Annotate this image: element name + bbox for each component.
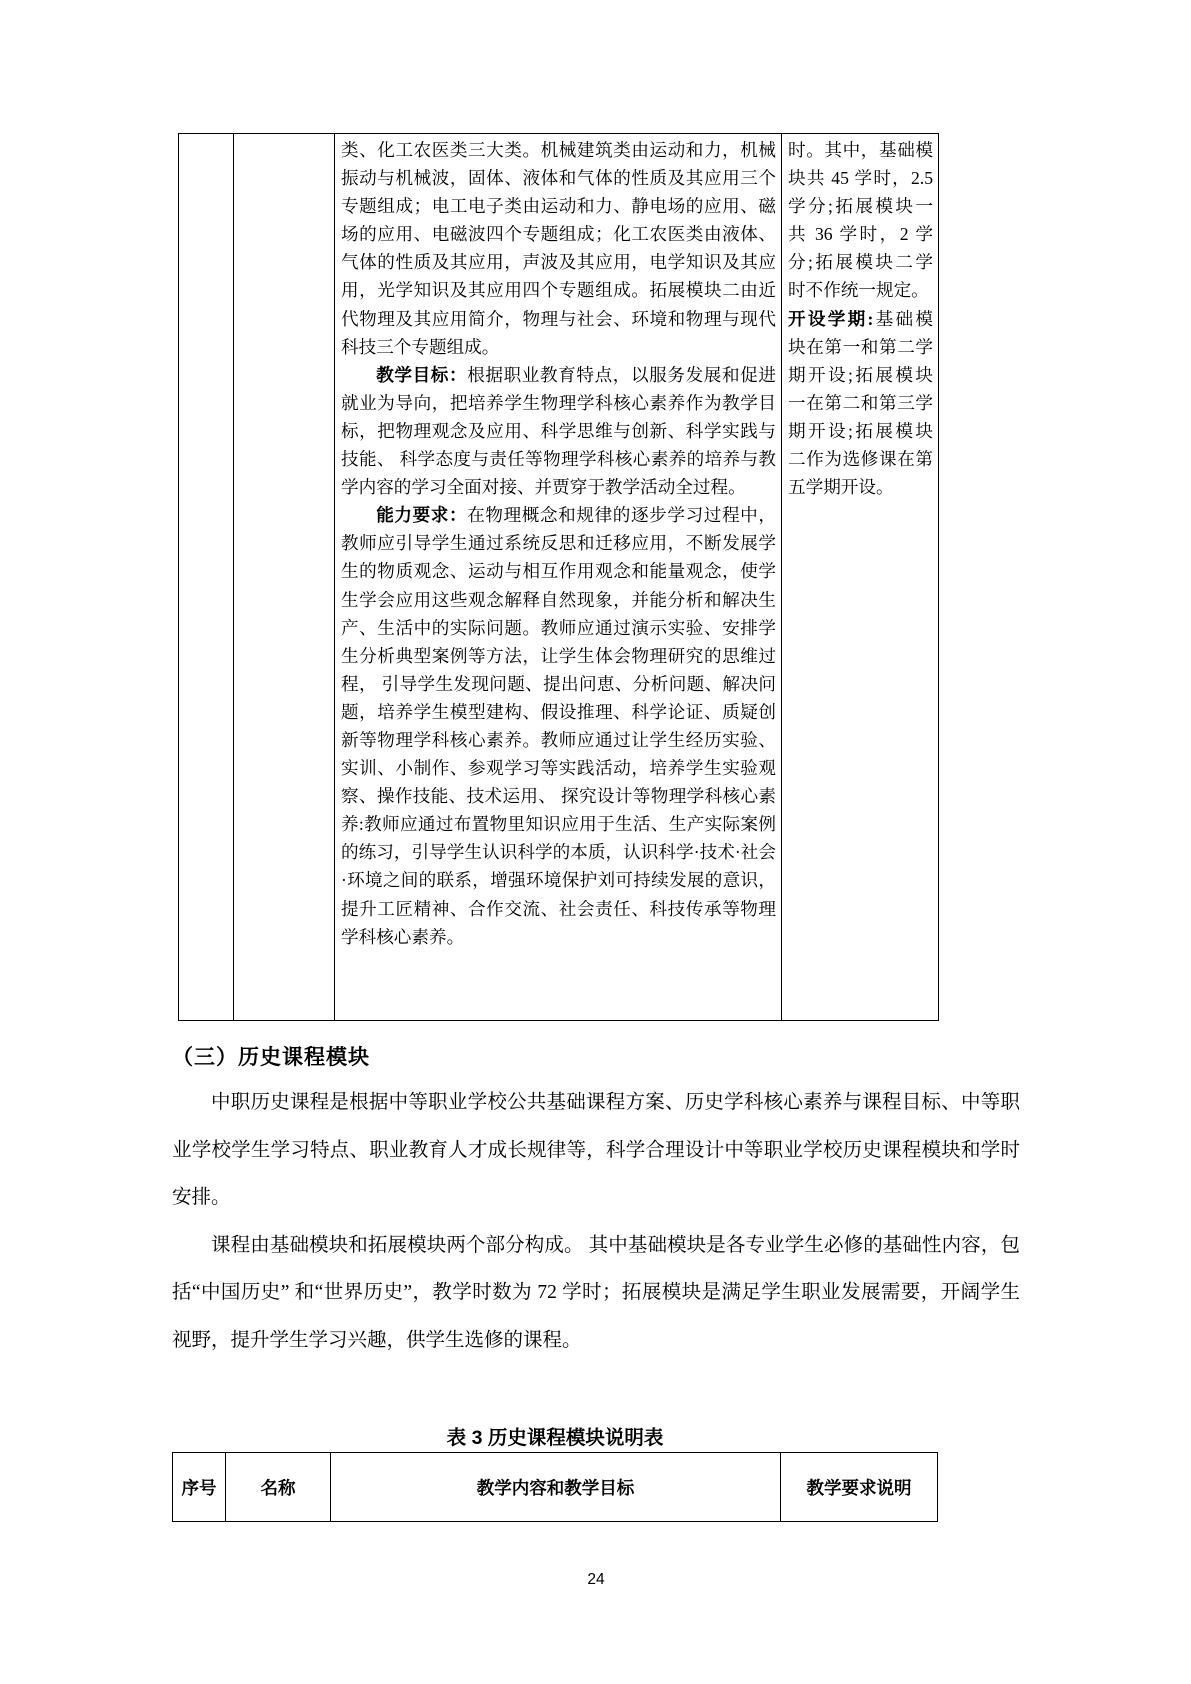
page-number: 24 bbox=[587, 1571, 605, 1588]
teaching-goals-text: 根据职业教育特点，以服务发展和促进就业为导向，把培养学生物理学科核心素养作为教学目标，把物理观念及应用、科学思维与创新、科学实践与技能、 科学态度与责任等物理学科核心素养的培养与教学内容的学习全面对接、并贾穿于教学活动全过程。 bbox=[341, 364, 776, 498]
physics-semester-paragraph bbox=[788, 305, 933, 502]
physics-hours-text: 时。其中，基础模块共 45 学时，2.5 学分;拓展模块一共 36 学时，2 学分;拓展模块二学时不作统一规定。 bbox=[788, 140, 933, 301]
ability-requirements-text: 在物理概念和规律的逐步学习过程中，教师应引导学生通过系统反思和迁移应用，不断发展学生的物质观念、运动与相互作用观念和能量观念，使学生学会应用这些观念解释自然现象，并能分析和解决生产、生活中的实际问题。教师应通过演示实验、安排学生分析典型案例等方法，让学生体会物理研究的思维过程， 引导学生发现问题、提出问恵、分析问题、解决问题，培养学生模型建构、假设推理、科学论证、质疑创新等物理学科核心素养。教师应通过让学生经历实验、 实训、小制作、参观学习等实践活动，培养学生实验观察、操作技能、技术运用、 探究设计等物理学科核心素养:教师应通过布置物里知识应用于生活、生产实际案例的练习，引导学生认识科学的本质，认识科学·技术·社会·环境之间的联系，增强环境保护刘可持续发展的意识，提升工匠精神、合作交流、社会责任、科技传承等物理学科核心素养。 bbox=[341, 505, 776, 947]
history-table-header-requirements: 教学要求说明 bbox=[806, 1477, 912, 1498]
physics-table-index-cell-empty bbox=[179, 134, 234, 1020]
semester-text: 基础模块在第一和第二学期开设;拓展模块一在第二和第三学期开设;拓展模块二作为选修课在第五学期开设。 bbox=[788, 308, 933, 498]
physics-table-requirements-cell bbox=[782, 134, 938, 1020]
history-intro-paragraph: 中职历史课程是根据中等职业学校公共基础课程方案、历史学科核心素养与课程目标、中等职业学校学生学习特点、职业教育人才成长规律等，科学合理设计中等职业学校历史课程模块和学时安排。 bbox=[172, 1092, 1020, 1208]
history-table-header-index: 序号 bbox=[173, 1453, 226, 1521]
physics-table-name-cell-empty bbox=[234, 134, 335, 1020]
physics-module-table-fragment bbox=[178, 133, 939, 1021]
section-heading-history-module: （三）历史课程模块 bbox=[172, 1046, 370, 1069]
physics-ability-requirements-paragraph bbox=[341, 501, 776, 951]
semester-label: 开设学期: bbox=[788, 308, 874, 329]
section-body bbox=[172, 1079, 1020, 1364]
ability-requirements-label: 能力要求： bbox=[376, 505, 468, 526]
physics-teaching-goals-paragraph bbox=[341, 361, 776, 501]
history-table-header-content-goals: 教学内容和教学目标 bbox=[331, 1453, 781, 1521]
history-table-caption: 表 3 历史课程模块说明表 bbox=[446, 1427, 664, 1449]
history-structure-paragraph: 课程由基础模块和拓展模块两个部分构成。 其中基础模块是各专业学生必修的基础性内容，包括“中国历史” 和“世界历史”，教学时数为 72 学时；拓展模块是满足学生职业发展需要，开阔学生视野，提升学生学习兴趣，供学生选修的课程。 bbox=[172, 1234, 1020, 1351]
history-module-table bbox=[172, 1452, 938, 1522]
physics-content-continuation: 类、化工农医类三大类。机械建筑类由运动和力，机械振动与机械波，固体、液体和气体的性质及其应用三个专题组成；电工电子类由运动和力、静电场的应用、磁场的应用、电磁波四个专题组成；化工农医类由液体、气体的性质及其应用，声波及其应用，电学知识及其应用，光学知识及其应用四个专题组成。拓展模块二由近代物理及其应用简介，物理与社会、环境和物理与现代科技三个专题组成。 bbox=[341, 140, 776, 357]
history-table-header-name: 名称 bbox=[226, 1453, 331, 1521]
physics-table-content-cell bbox=[335, 134, 782, 1020]
teaching-goals-label: 教学目标： bbox=[376, 364, 468, 385]
